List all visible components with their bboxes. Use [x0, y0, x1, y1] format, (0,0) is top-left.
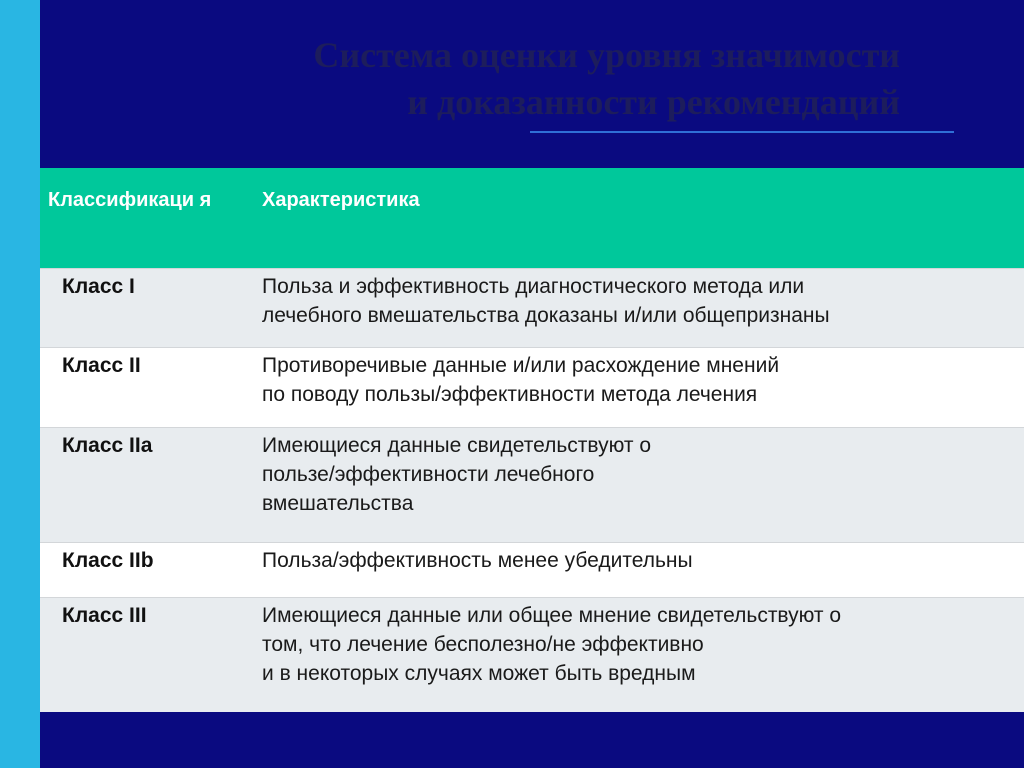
characteristic-line: Польза/эффективность менее убедительны [262, 548, 693, 572]
table-row [40, 542, 1024, 597]
slide-title-line-2: и доказанности рекомендаций [407, 82, 900, 122]
class-cell: Класс I [40, 268, 250, 347]
characteristic-cell [250, 542, 1024, 597]
characteristic-line: том, что лечение бесполезно/не эффективно [262, 632, 704, 656]
characteristic-line: Противоречивые данные и/или расхождение мнений [262, 353, 780, 377]
characteristic-line: Имеющиеся данные свидетельствуют о [262, 433, 652, 457]
characteristic-line: Польза и эффективность диагностического метода или [262, 274, 805, 298]
table-row [40, 268, 1024, 347]
characteristic-cell [250, 347, 1024, 427]
characteristic-line: пользе/эффективности лечебного [262, 462, 595, 486]
class-cell: Класс II [40, 347, 250, 427]
table-row [40, 427, 1024, 542]
characteristic-cell [250, 268, 1024, 347]
class-cell: Класс III [40, 597, 250, 712]
characteristic-cell [250, 597, 1024, 712]
table-header-row [40, 168, 1024, 268]
table-row [40, 597, 1024, 712]
header-characteristic: Характеристика [250, 168, 1024, 268]
left-accent-stripe [0, 0, 40, 768]
class-cell: Класс IIb [40, 542, 250, 597]
table-row [40, 347, 1024, 427]
characteristic-line: и в некоторых случаях может быть вредным [262, 661, 696, 685]
class-cell: Класс IIa [40, 427, 250, 542]
recommendation-classes-table [40, 168, 1024, 712]
title-underline [530, 131, 954, 133]
header-classification: Классификаци я [40, 168, 250, 268]
slide-title [40, 32, 984, 126]
characteristic-line: по поводу пользы/эффективности метода лечения [262, 382, 758, 406]
slide-title-line-1: Система оценки уровня значимости [313, 35, 900, 75]
characteristic-line: лечебного вмешательства доказаны и/или общепризнаны [262, 303, 830, 327]
characteristic-line: Имеющиеся данные или общее мнение свидетельствуют о [262, 603, 842, 627]
characteristic-cell [250, 427, 1024, 542]
characteristic-line: вмешательства [262, 491, 414, 515]
